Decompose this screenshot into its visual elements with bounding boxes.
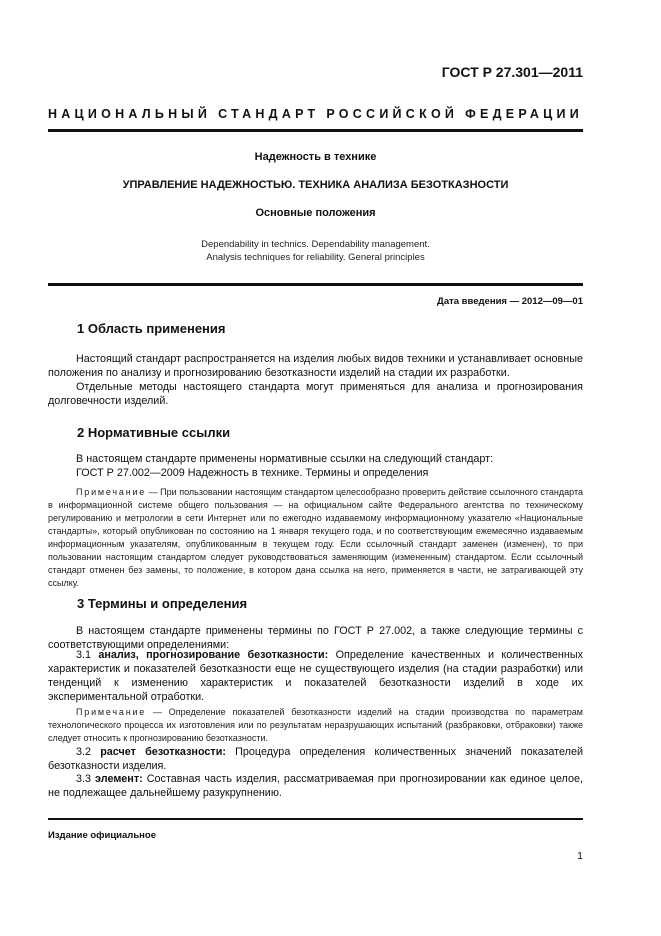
term-name: элемент: xyxy=(95,773,143,785)
banner-word: СТАНДАРТ xyxy=(218,107,320,121)
term-name: расчет безотказности: xyxy=(100,746,226,758)
national-standard-banner xyxy=(48,107,583,121)
section-3-paragraph: В настоящем стандарте применены термины по ГОСТ Р 27.002, а также следующие термины с соответствующими определениями: xyxy=(48,625,583,651)
title-divider xyxy=(48,283,583,286)
note-label: Примечание xyxy=(76,707,147,717)
title-subject: Надежность в технике xyxy=(254,151,377,163)
section-2-note xyxy=(48,486,583,590)
term-3-3 xyxy=(48,772,583,800)
title-main: УПРАВЛЕНИЕ НАДЕЖНОСТЬЮ. ТЕХНИКА АНАЛИЗА БЕЗОТКАЗНОСТИ xyxy=(122,179,509,191)
banner-word: ФЕДЕРАЦИИ xyxy=(465,107,583,121)
term-number: 3.3 xyxy=(76,773,96,785)
note-text: — При пользовании настоящим стандартом целесообразно проверить действие ссылочного стандарта в информационной системе общего пользования — на официальном сайте Федерального агентства по техническому регулированию и метрологии в сети Интернет или по ежегодно издаваемому информационному указателю «Национальные стандарты», который опубликован по состоянию на 1 января текущего года, и по соответствующим ежемесячно издаваемым информационным указателям, опубликованным в текущем году. Если ссылочный стандарт заменен (изменен), то при пользовании настоящим стандартом следует руководствоваться заменяющим (измененным) стандартом. Если ссылочный стандарт отменен без замены, то положение, в котором дана ссылка на него, применяется в части, не затрагивающей эту ссылку. xyxy=(48,487,583,588)
section-1-paragraph: Настоящий стандарт распространяется на изделия любых видов техники и устанавливает основные положения по анализу и прогнозированию безотказности изделий на стадии их разработки. xyxy=(48,353,583,379)
section-1-paragraph: Отдельные методы настоящего стандарта могут применяться для анализа и прогнозирования долговечности изделий. xyxy=(48,381,583,407)
header-divider xyxy=(48,129,583,132)
term-name: анализ, прогнозирование безотказности: xyxy=(98,649,329,661)
footer-divider xyxy=(48,818,583,820)
note-text: — Определение показателей безотказности изделий на стадии производства по параметрам технологического процесса их изготовления или по результатам неразрушающих испытаний (разбраковки, отбраковки) также следует относить к прогнозированию безотказности. xyxy=(48,707,583,743)
banner-word: НАЦИОНАЛЬНЫЙ xyxy=(48,107,212,121)
banner-word: РОССИЙСКОЙ xyxy=(326,107,459,121)
title-subtitle: Основные положения xyxy=(255,207,376,219)
english-title-line: Dependability in technics. Dependability management. xyxy=(201,239,430,250)
note-label: Примечание xyxy=(76,487,147,497)
introduction-date: Дата введения — 2012—09—01 xyxy=(437,296,583,307)
section-1-heading: 1 Область применения xyxy=(77,321,226,336)
document-code: ГОСТ Р 27.301—2011 xyxy=(441,64,583,80)
term-definition: Процедура определения количественных значений показателей безотказности изделия. xyxy=(48,746,583,772)
normative-reference: ГОСТ Р 27.002—2009 Надежность в технике. Термины и определения xyxy=(76,467,429,479)
page-number: 1 xyxy=(577,850,583,862)
term-number: 3.2 xyxy=(76,746,101,758)
english-title-line: Analysis techniques for reliability. General principles xyxy=(206,252,425,263)
english-title xyxy=(48,238,583,264)
section-3-note xyxy=(48,706,583,745)
term-definition: Составная часть изделия, рассматриваемая при прогнозировании как единое целое, не подлежащее дальнейшему разукрупнению. xyxy=(48,773,583,799)
term-3-2 xyxy=(48,745,583,773)
section-2-paragraph: В настоящем стандарте применены нормативные ссылки на следующий стандарт: xyxy=(76,453,494,465)
section-2-heading: 2 Нормативные ссылки xyxy=(77,425,231,440)
section-3-heading: 3 Термины и определения xyxy=(77,596,248,611)
edition-label: Издание официальное xyxy=(48,830,156,841)
term-3-1 xyxy=(48,648,583,704)
term-number: 3.1 xyxy=(76,649,99,661)
term-definition: Определение качественных и количественных характеристик и показателей безотказности еще не существующего изделия (на стадии разработки) или тенденций к изменению характеристик и показателей безотказности изделий в ходе их экспериментальной отработки. xyxy=(48,649,583,703)
